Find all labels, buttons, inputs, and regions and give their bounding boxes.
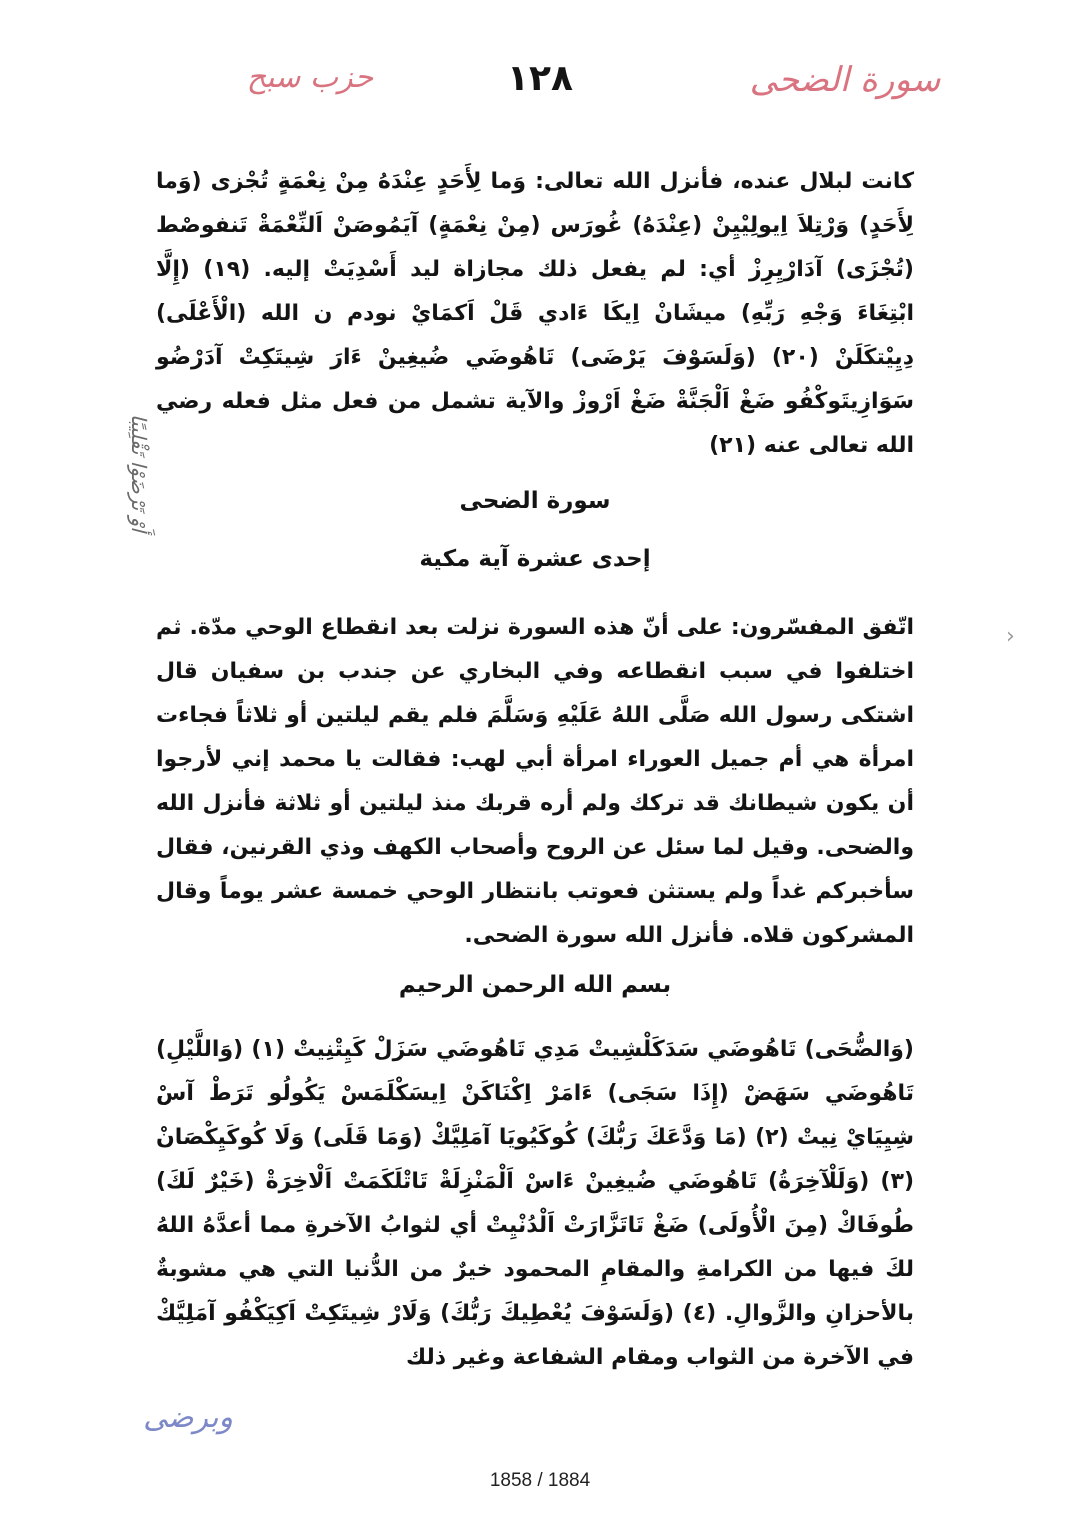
page-number: ١٢٨ xyxy=(507,58,573,99)
handwritten-signature: وبرضى xyxy=(143,1400,233,1435)
surah-title: سورة الضحى xyxy=(459,488,611,514)
page-counter: 1858 / 1884 xyxy=(489,1470,591,1491)
margin-mark: › xyxy=(1006,624,1015,649)
surah-handwritten-note: سورة الضحى xyxy=(749,60,941,100)
basmala-heading: بسم الله الرحمن الرحيم xyxy=(398,972,672,998)
hizb-handwritten-note: حزب سبح xyxy=(246,60,374,95)
margin-handwritten-note: أَوْ تَرْضَوْا تَقْلِيبًا xyxy=(127,414,151,532)
intro-paragraph: كانت لبلال عنده، فأنزل الله تعالى: وَما لِأَحَدٍ عِنْدَهُ مِنْ نِعْمَةٍ تُجْزى (وَما لِأَحَدٍ) وَرْتِلاَ اِيولِيْيِنْ (عِنْدَهُ) غُورَس (مِنْ نِعْمَةٍ) آيَمُوصَنْ اَلنِّعْمَةْ تَنفوصْط (تُجْزَى) آدَارْيِرِزْ أي: لم يفعل ذلك مجازاة ليد أَسْدِيَتْ إليه. (١٩) (إِلَّا ابْتِغَاءَ وَجْهِ رَبِّهِ) ميشَانْ اِيكَا ءَادي قَلْ اَكمَايْ نودم ن الله (الْأَعْلَى) دِيِيْتكَلَنْ (٢٠) (وَلَسَوْفَ يَرْضَى) تَاهُوضَي ضُيغِينْ ءَارَ شِيتَكِتْ آدَرْضُو سَوَازِيتَوكْفُو ضَغْ اَلْجَنَّةْ ضَغْ اَرْوزْ والآية تشمل من فعل مثل فعله رضي الله تعالى عنه (٢١) xyxy=(156,169,914,458)
verse-count-heading: إحدى عشرة آية مكية xyxy=(419,546,651,572)
context-paragraph: اتّفق المفسّرون: على أنّ هذه السورة نزلت بعد انقطاع الوحي مدّة. ثم اختلفوا في سبب انقطاعه وفي البخاري عن جندب بن سفيان قال اشتكى رسول الله صَلَّى اللهُ عَلَيْهِ وَسَلَّمَ فلم يقم ليلتين أو ثلاثاً فجاءت امرأة هي أم جميل العوراء امرأة أبي لهب: فقالت يا محمد إني لأرجوا أن يكون شيطانك قد تركك ولم أره قربك منذ ليلتين أو ثلاثة فأنزل الله والضحى. وقيل لما سئل عن الروح وأصحاب الكهف وذي القرنين، فقال سأخبركم غداً ولم يستثن فعوتب بانتظار الوحي خمسة عشر يوماً وقال المشركون قلاه. فأنزل الله سورة الضحى. xyxy=(156,615,914,948)
verses-paragraph: (وَالضُّحَى) تَاهُوضَي سَدَكَلْشِيتْ مَدِي تَاهُوضَي سَزَلْ كَيِتْنِيتْ (١) (وَاللَّيْلِ) تَاهُوضَي سَهَضْ (إِذَا سَجَى) ءَامَرْ اِكْنَاكَنْ اِيسَكْلَمَسْ يَكُولُو تَرَطْ آسْ شِيِيَايْ نِيتْ (٢) (مَا وَدَّعَكَ رَبُّكَ) كُوكَيُويَا آمَلِيَّكْ (وَمَا قَلَى) وَلَا كُوكَيِكْصَانْ (٣) (وَلَلْآخِرَةُ) تَاهُوضَي ضُيغِينْ ءَاسْ اَلْمَنْزِلَةْ تَاتْلَكَمَتْ اَلْاخِرَةْ (خَيْرٌ لَكَ) طُوفَاكْ (مِنَ الْأُولَى) ضَغْ تَاتَزَّارَتْ اَلْدُنْيِتْ أي لثوابُ الآخرةِ مما أعدَّهُ اللهُ لكَ فيها من الكرامةِ والمقامِ المحمود خيرٌ من الدُّنيا التي هي مشوبةٌ بالأحزانِ والزَّوالِ. (٤) (وَلَسَوْفَ يُعْطِيكَ رَبُّكَ) وَلَارْ شِيتَكِتْ اَكِيَكْفُو آمَلِيَّكْ في الآخرة من الثواب ومقام الشفاعة وغير ذلك xyxy=(156,1037,914,1370)
